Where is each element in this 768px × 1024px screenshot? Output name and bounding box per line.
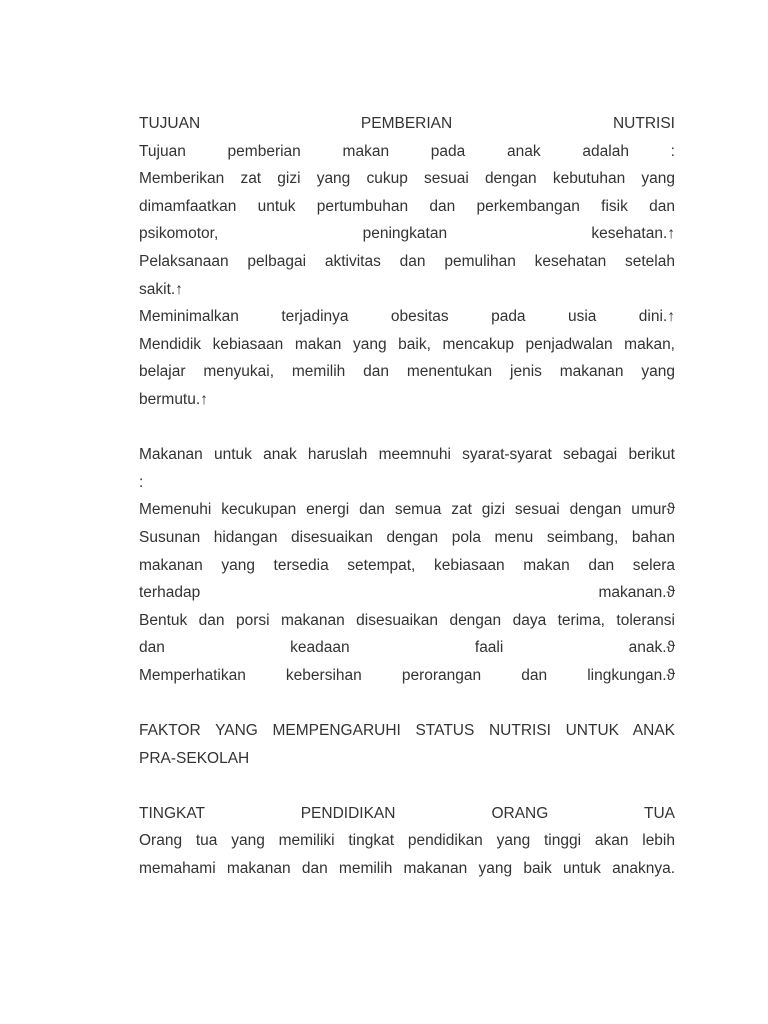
text-line: terhadap makanan.ϑ <box>139 584 675 602</box>
text-line: FAKTOR YANG MEMPENGARUHI STATUS NUTRISI UNTUK ANAK <box>139 722 675 740</box>
text-line: Pelaksanaan pelbagai aktivitas dan pemulihan kesehatan setelah <box>139 252 675 270</box>
text-line: Memenuhi kecukupan energi dan semua zat gizi sesuai dengan umurϑ <box>139 501 675 519</box>
text-line: belajar menyukai, memilih dan menentukan jenis makanan yang <box>139 363 675 381</box>
text-line: psikomotor, peningkatan kesehatan.↑ <box>139 225 675 243</box>
text-line: memahami makanan dan memilih makanan yang baik untuk anaknya. <box>139 860 675 878</box>
text-line: bermutu.↑ <box>139 390 208 408</box>
text-line: Makanan untuk anak haruslah meemnuhi syarat-syarat sebagai berikut <box>139 446 675 464</box>
text-line: Tujuan pemberian makan pada anak adalah : <box>139 142 675 160</box>
text-line: : <box>139 473 144 491</box>
document-body <box>139 110 675 883</box>
text-line: Memberikan zat gizi yang cukup sesuai dengan kebutuhan yang <box>139 170 675 188</box>
text-line: TINGKAT PENDIDIKAN ORANG TUA <box>139 804 675 822</box>
text-line: Bentuk dan porsi makanan disesuaikan dengan daya terima, toleransi <box>139 611 675 629</box>
text-line: Orang tua yang memiliki tingkat pendidikan yang tinggi akan lebih <box>139 832 675 850</box>
text-line: Meminimalkan terjadinya obesitas pada usia dini.↑ <box>139 308 675 326</box>
text-line: makanan yang tersedia setempat, kebiasaan makan dan selera <box>139 556 675 574</box>
text-line: dan keadaan faali anak.ϑ <box>139 639 675 657</box>
text-line: Susunan hidangan disesuaikan dengan pola menu seimbang, bahan <box>139 528 675 546</box>
paragraph-gap <box>139 772 675 800</box>
text-line: dimamfaatkan untuk pertumbuhan dan perkembangan fisik dan <box>139 197 675 215</box>
text-line: sakit.↑ <box>139 280 183 298</box>
text-line: PRA-SEKOLAH <box>139 749 250 767</box>
text-line: Memperhatikan kebersihan perorangan dan lingkungan.ϑ <box>139 666 675 684</box>
paragraph-gap <box>139 414 675 442</box>
text-line: Mendidik kebiasaan makan yang baik, mencakup penjadwalan makan, <box>139 335 675 353</box>
text-line: TUJUAN PEMBERIAN NUTRISI <box>139 115 675 132</box>
paragraph-gap <box>139 689 675 717</box>
